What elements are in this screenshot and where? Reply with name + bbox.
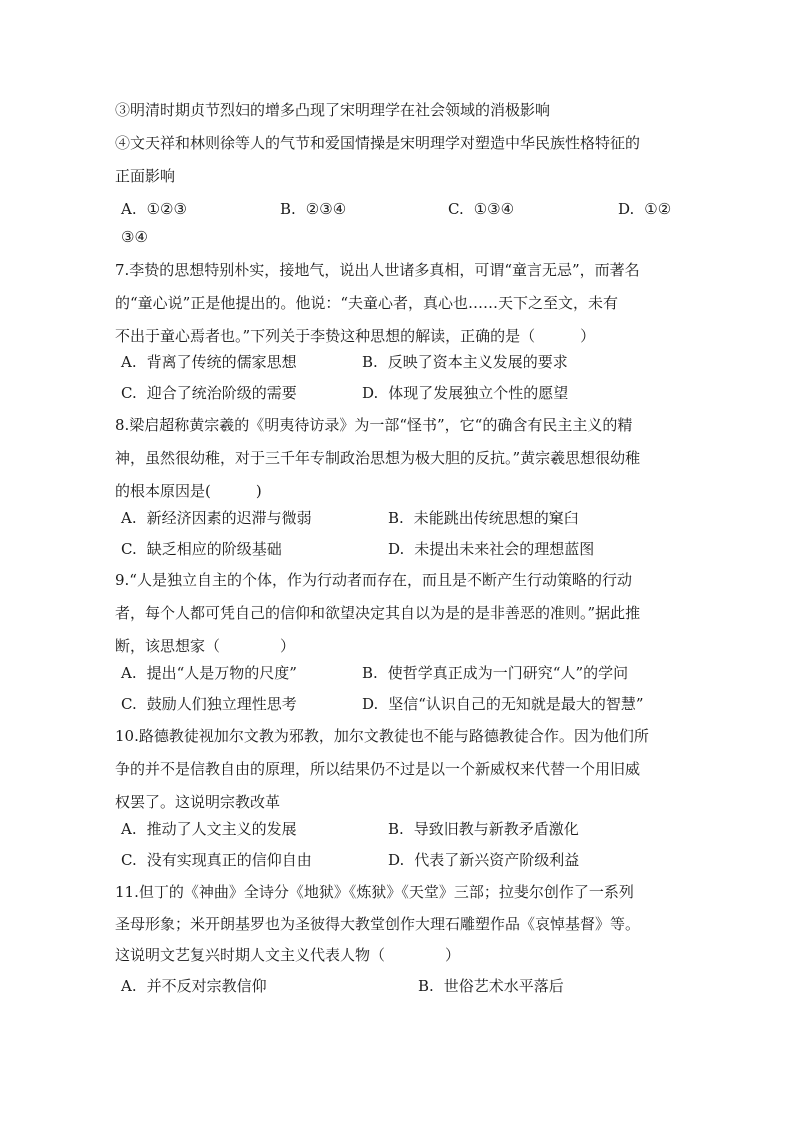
q11-option-a (121, 976, 267, 996)
q6-option-b-text: ②③④ (305, 200, 347, 218)
q9-option-c-text: 鼓励人们独立理性思考 (146, 695, 297, 713)
q10-option-c (121, 850, 312, 870)
q7-option-a (121, 352, 297, 372)
q6-option-d-wrap: ③④ (121, 228, 148, 246)
q9-option-d (362, 694, 644, 714)
q9-option-a (121, 663, 297, 683)
q7-option-d-text: 体现了发展独立个性的愿望 (388, 384, 569, 402)
q9-option-d-key: D. (362, 695, 379, 713)
q6-option-a-key: A. (121, 200, 137, 218)
q8-option-d (388, 539, 594, 559)
q7-option-c (121, 383, 297, 403)
q8-stem-line-3: 的根本原因是( ) (115, 482, 262, 500)
q11-option-a-key: A. (121, 977, 137, 995)
q7-stem-line-3: 不出于童心焉者也。”下列关于李贽这种思想的解读，正确的是（ ） (115, 327, 596, 345)
q8-option-c-text: 缺乏相应的阶级基础 (146, 540, 282, 558)
q6-option-b (280, 199, 346, 219)
q10-option-d-key: D. (388, 851, 405, 869)
q8-stem-line-2: 神，虽然很幼稚，对于三千年专制政治思想为极大胆的反抗。”黄宗羲思想很幼稚 (115, 449, 641, 467)
q7-option-a-key: A. (121, 353, 137, 371)
q10-option-a-key: A. (121, 820, 137, 838)
q8-option-d-key: D. (388, 540, 405, 558)
q8-option-a (121, 508, 312, 528)
q8-option-b-text: 未能跳出传统思想的窠臼 (413, 509, 579, 527)
q11-stem-line-1: 11.但丁的《神曲》全诗分《地狱》《炼狱》《天堂》三部；拉斐尔创作了一系列 (115, 883, 634, 901)
q10-option-c-key: C. (121, 851, 137, 869)
q6-option-a (121, 199, 187, 219)
q8-option-d-text: 未提出未来社会的理想蓝图 (414, 540, 595, 558)
q11-option-a-text: 并不反对宗教信仰 (146, 977, 267, 995)
q9-option-b (362, 663, 628, 683)
q8-option-c-key: C. (121, 540, 137, 558)
q7-option-c-key: C. (121, 384, 137, 402)
q7-stem-line-2: 的“童心说”正是他提出的。他说：“夫童心者，真心也……天下之至文，未有 (115, 294, 619, 312)
q10-stem-line-1: 10.路德教徒视加尔文教为邪教，加尔文教徒也不能与路德教徒合作。因为他们所 (115, 727, 649, 745)
q6-option-a-text: ①②③ (146, 200, 187, 218)
q8-stem-line-1: 8.梁启超称黄宗羲的《明夷待访录》为一部“怪书”，它“的确含有民主主义的精 (115, 416, 633, 434)
q8-option-c (121, 539, 282, 559)
statement-4-line-2: 正面影响 (115, 167, 176, 185)
q6-option-d-text: ①② (644, 200, 672, 218)
q9-option-b-key: B. (362, 664, 378, 682)
q6-option-d (618, 199, 671, 219)
q11-option-b (418, 976, 564, 996)
q9-option-a-key: A. (121, 664, 137, 682)
q7-option-b-key: B. (362, 353, 378, 371)
q8-option-a-text: 新经济因素的迟滞与微弱 (146, 509, 312, 527)
q10-option-a-text: 推动了人文主义的发展 (146, 820, 297, 838)
q7-option-a-text: 背离了传统的儒家思想 (146, 353, 297, 371)
statement-3: ③明清时期贞节烈妇的增多凸现了宋明理学在社会领域的消极影响 (115, 101, 551, 119)
q6-option-c-text: ①③④ (473, 200, 515, 218)
q11-option-b-key: B. (418, 977, 434, 995)
q6-option-c (448, 199, 514, 219)
q10-option-b-text: 导致旧教与新教矛盾激化 (413, 820, 579, 838)
q7-option-b (362, 352, 568, 372)
q10-option-d-text: 代表了新兴资产阶级利益 (414, 851, 580, 869)
q9-stem-line-2: 者，每个人都可凭自己的信仰和欲望决定其自以为是的是非善恶的准则。”据此推 (115, 604, 641, 622)
q11-stem-line-2: 圣母形象；米开朗基罗也为圣彼得大教堂创作大理石雕塑作品《哀悼基督》等。 (115, 915, 641, 933)
q9-option-b-text: 使哲学真正成为一门研究“人”的学问 (387, 664, 629, 682)
q6-option-c-key: C. (448, 200, 464, 218)
q6-option-b-key: B. (280, 200, 296, 218)
q7-option-d (362, 383, 568, 403)
q9-option-a-text: 提出“人是万物的尺度” (146, 664, 297, 682)
q9-option-c (121, 694, 297, 714)
q7-option-b-text: 反映了资本主义发展的要求 (387, 353, 568, 371)
q11-option-b-text: 世俗艺术水平落后 (443, 977, 564, 995)
q9-stem-line-1: 9.“人是独立自主的个体，作为行动者而存在，而且是不断产生行动策略的行动 (115, 571, 632, 589)
q7-option-c-text: 迎合了统治阶级的需要 (146, 384, 297, 402)
q7-stem-line-1: 7.李贽的思想特别朴实，接地气，说出人世诸多真相，可谓“童言无忌”，而著名 (115, 261, 640, 279)
q10-option-b (388, 819, 579, 839)
q10-option-a (121, 819, 297, 839)
q10-option-c-text: 没有实现真正的信仰自由 (146, 851, 312, 869)
q9-stem-line-3: 断，该思想家（ ） (115, 637, 296, 655)
q8-option-b-key: B. (388, 509, 404, 527)
q8-option-a-key: A. (121, 509, 137, 527)
statement-4-line-1: ④文天祥和林则徐等人的气节和爱国情操是宋明理学对塑造中华民族性格特征的 (115, 134, 641, 152)
q9-option-d-text: 坚信“认识自己的无知就是最大的智慧” (388, 695, 644, 713)
q10-option-d (388, 850, 579, 870)
q8-option-b (388, 508, 579, 528)
q10-option-b-key: B. (388, 820, 404, 838)
q6-option-d-key: D. (618, 200, 635, 218)
q11-stem-line-3: 这说明文艺复兴时期人文主义代表人物（ ） (115, 946, 461, 964)
q10-stem-line-3: 权罢了。这说明宗教改革 (115, 793, 281, 811)
q9-option-c-key: C. (121, 695, 137, 713)
q10-stem-line-2: 争的并不是信教自由的原理，所以结果仍不过是以一个新威权来代替一个用旧威 (115, 760, 641, 778)
q7-option-d-key: D. (362, 384, 379, 402)
